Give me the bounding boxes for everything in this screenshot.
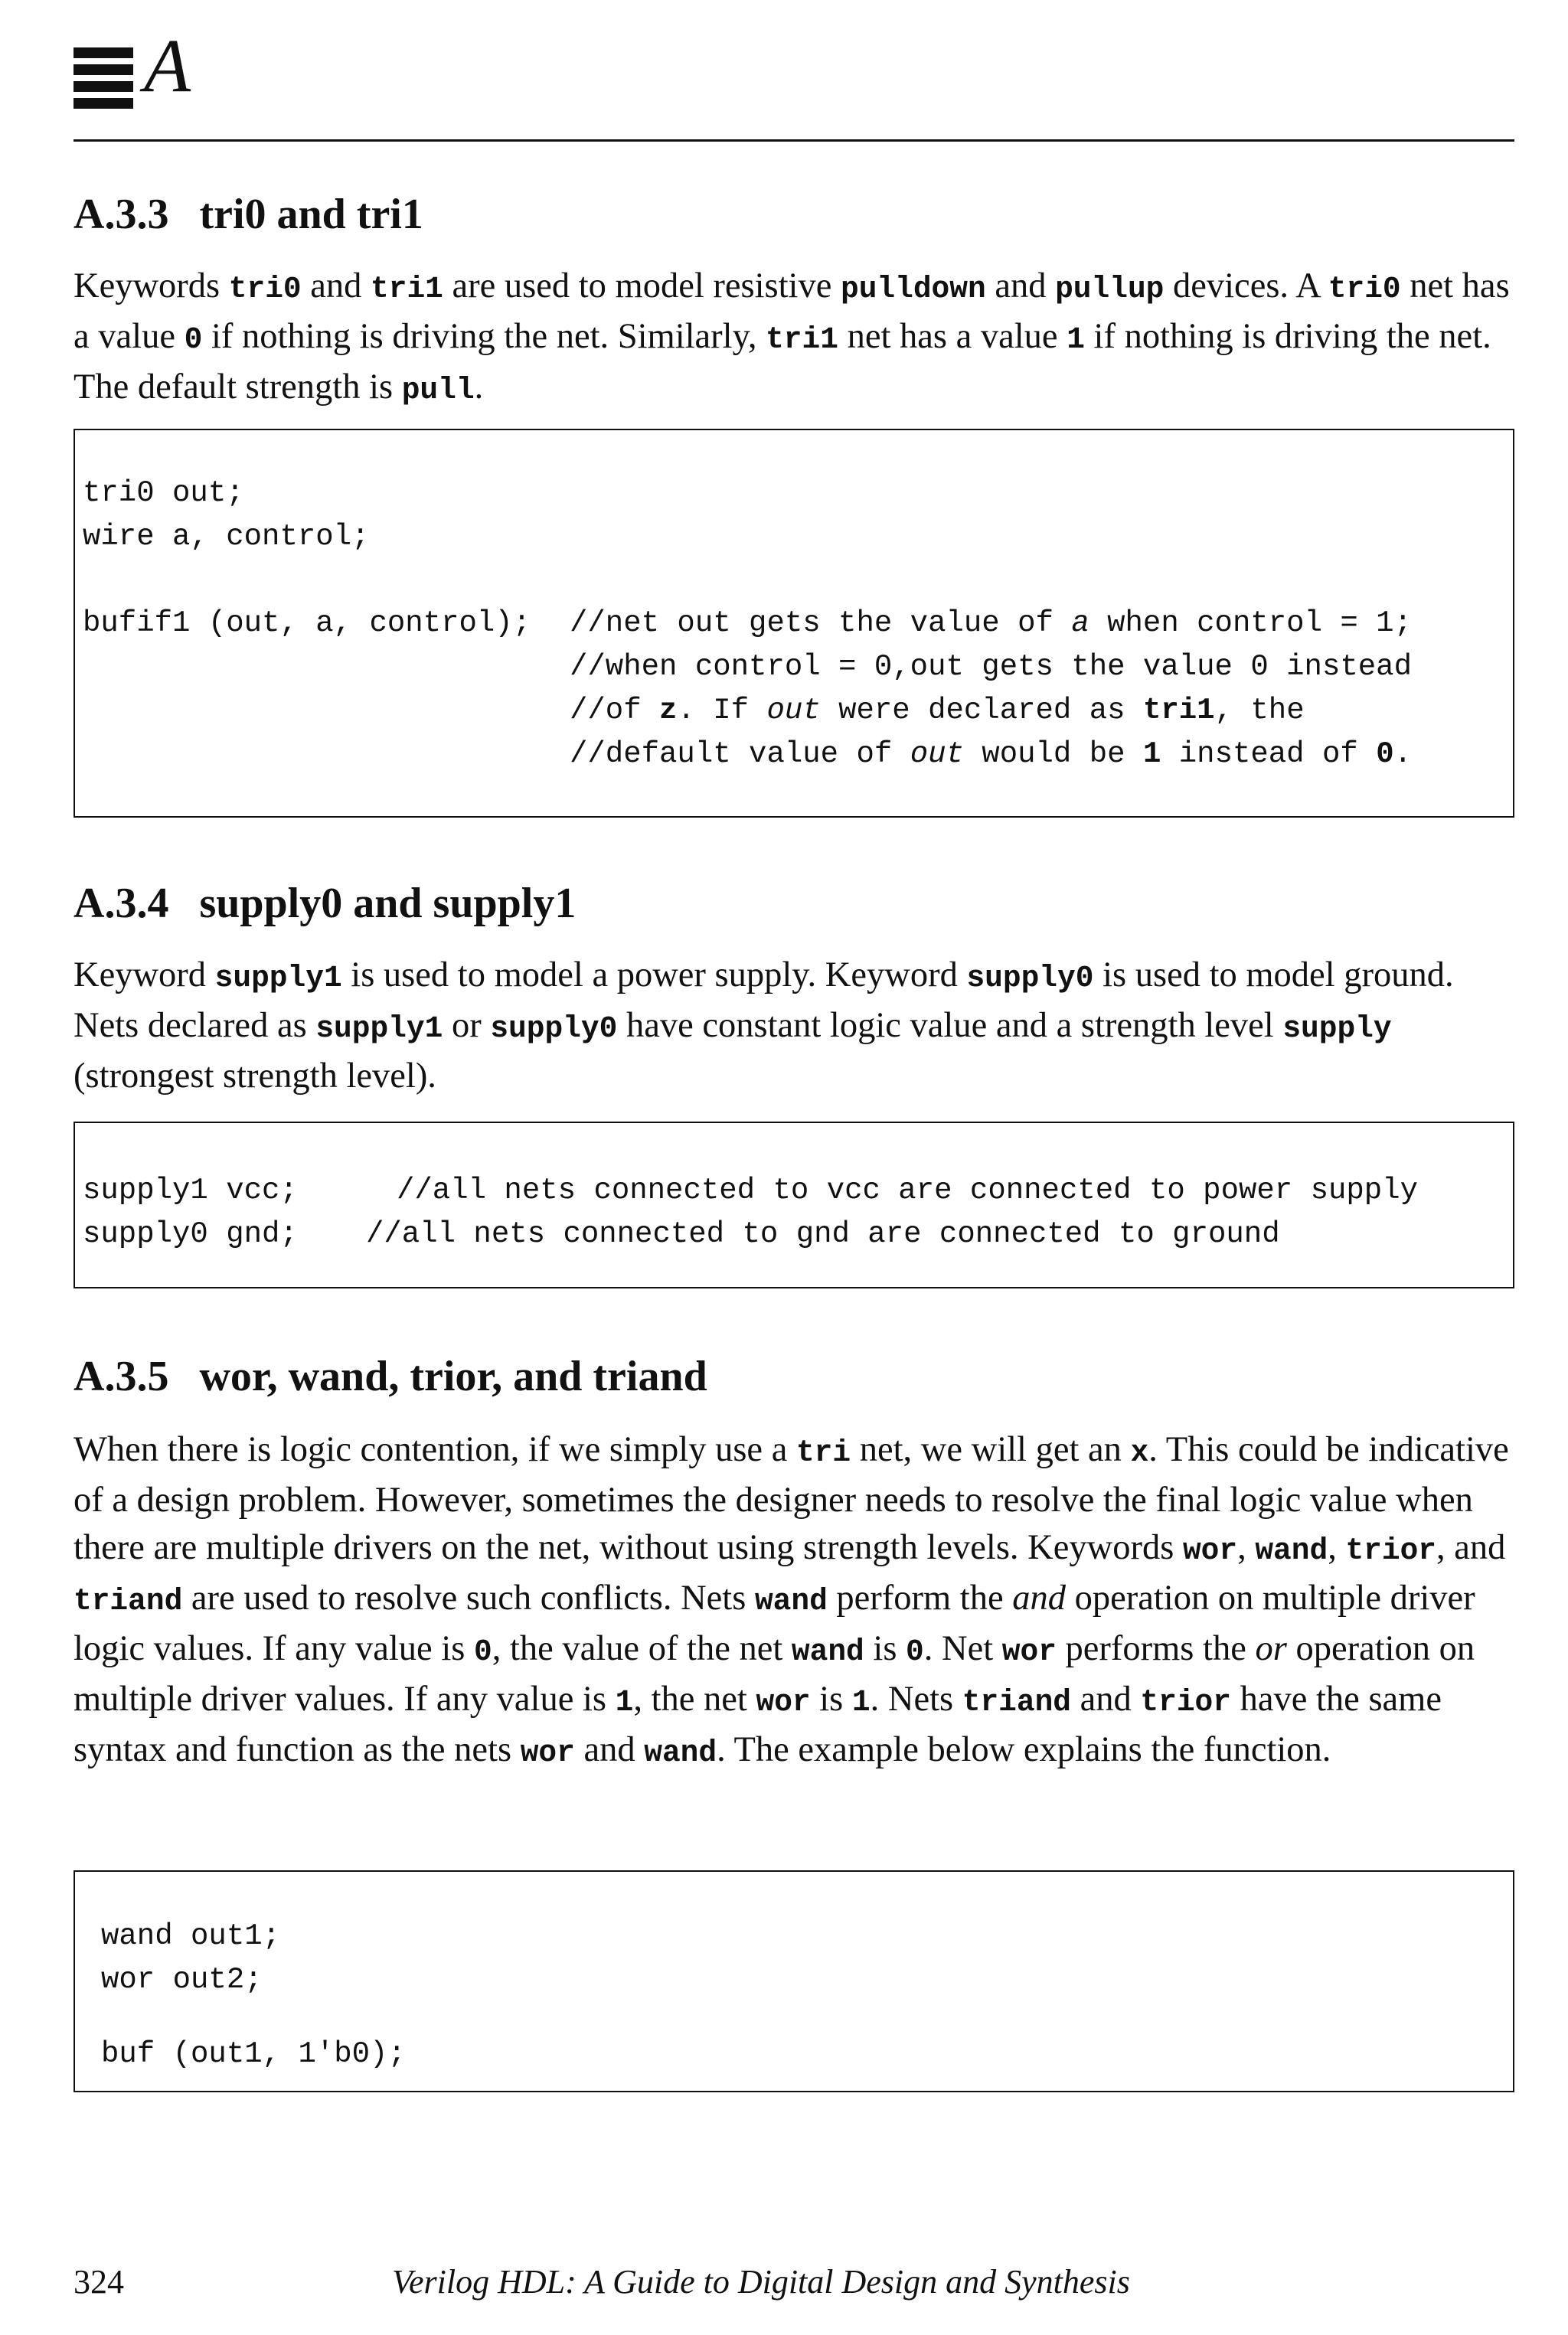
keyword: pullup [1055,272,1165,306]
code-bold: 1 [1142,737,1161,771]
section-number: A.3.3 [74,191,169,238]
code-block [74,429,1514,818]
keyword: triand [74,1584,183,1618]
keyword: supply0 [966,961,1094,995]
code-line: wand out1; [101,1919,281,1953]
keyword: 0 [473,1634,492,1669]
keyword: wor [520,1736,575,1770]
section-paragraph: Keywords tri0 and tri1 are used to model resistive pulldown and pullup devices. A tri0 net has a value 0 if nothing is driving the net. Similarly, tri1 net has a value 1 if nothing is driving the net. The default strength is pull. [74,266,1510,407]
code-block [74,1870,1514,2092]
code-comments [570,602,1412,776]
emphasis: out [766,694,821,727]
code-bold: z [659,694,678,727]
code-declarations [83,472,369,559]
page-number: 324 [74,2263,124,2301]
keyword: supply1 [315,1011,443,1046]
code-bold: tri1 [1142,694,1215,727]
section-heading [74,193,423,236]
code-comment: //all nets connected to vcc are connected to power supply [397,1174,1419,1207]
keyword: wand [791,1634,864,1669]
keyword: wor [1182,1533,1238,1568]
appendix-marker-icon [74,47,133,112]
code-declaration: supply1 vcc; [83,1174,298,1207]
section-heading [74,1355,707,1398]
keyword: supply0 [490,1011,618,1046]
code-bold: 0 [1376,737,1394,771]
code-comment-line: //when control = 0,out gets the value 0 instead [570,650,1412,684]
code-declaration: supply0 gnd; [83,1217,298,1251]
keyword: tri0 [228,272,302,306]
section-number: A.3.5 [74,1353,169,1400]
keyword: wand [1255,1533,1328,1568]
section-number: A.3.4 [74,880,169,927]
code-block [74,1122,1514,1288]
keyword: wand [644,1736,717,1770]
code-comment-line: //default value of out would be 1 instead of 0. [570,737,1413,771]
emphasis: and [1012,1579,1066,1618]
code-comment-line: //net out gets the value of a when control = 1; [570,606,1412,640]
section-paragraph: Keyword supply1 is used to model a power supply. Keyword supply0 is used to model ground. Nets declared as supply1 or supply0 have constant logic value and a strength level supply (strongest strength level). [74,955,1454,1096]
keyword: 1 [615,1685,634,1719]
code-line: wor out2; [101,1963,263,1997]
keyword: triand [962,1685,1072,1719]
keyword: 1 [851,1685,871,1719]
header-rule [74,139,1514,142]
section-paragraph: When there is logic contention, if we simply use a tri net, we will get an x. This could be indicative of a design problem. However, sometimes the designer needs to resolve the final logic value when there are multiple drivers on the net, without using strength levels. Keywords wor, wand, trior, and triand are used to resolve such conflicts. Nets wand perform the and operation on multiple driver logic values. If any value is 0, the value of the net wand is 0. Net wor performs the or operation on multiple driver values. If any value is 1, the net wor is 1. Nets triand and trior have the same syntax and function as the nets wor and wand. The example below explains the function. [74,1430,1509,1770]
code-statement: bufif1 (out, a, control); [83,606,531,640]
emphasis: or [1255,1629,1287,1668]
code-line [83,1169,1419,1213]
section-title: wor, wand, trior, and triand [199,1353,707,1400]
section-title: supply0 and supply1 [199,880,577,927]
section-title: tri0 and tri1 [199,191,423,238]
code-comment: //all nets connected to gnd are connected to ground [366,1217,1280,1251]
appendix-letter: A [144,23,191,108]
keyword: tri0 [1328,272,1401,306]
keyword: 1 [1067,322,1085,357]
code-line: tri0 out; [83,476,244,510]
code-declarations [101,1915,280,2002]
code-line [83,1213,1280,1256]
keyword: trior [1140,1685,1231,1719]
keyword: wor [756,1685,811,1719]
keyword: tri1 [371,272,443,306]
keyword: tri1 [766,322,838,357]
keyword: supply1 [214,961,342,995]
keyword: 0 [184,322,203,357]
section-heading [74,882,576,925]
emphasis: a [1071,606,1089,640]
keyword: pull [401,373,475,407]
book-title: Verilog HDL: A Guide to Digital Design and Synthesis [392,2263,1130,2301]
keyword: pulldown [840,272,986,306]
keyword: x [1130,1435,1149,1470]
keyword: supply [1282,1011,1392,1046]
keyword: wand [754,1584,828,1618]
keyword: wor [1001,1634,1057,1669]
keyword: 0 [906,1634,924,1669]
code-line: wire a, control; [83,520,370,554]
emphasis: out [910,737,964,771]
code-statement: buf (out1, 1'b0); [101,2037,406,2071]
keyword: trior [1345,1533,1437,1568]
keyword: tri [795,1435,851,1470]
code-comment-line: //of z. If out were declared as tri1, the [570,694,1305,727]
